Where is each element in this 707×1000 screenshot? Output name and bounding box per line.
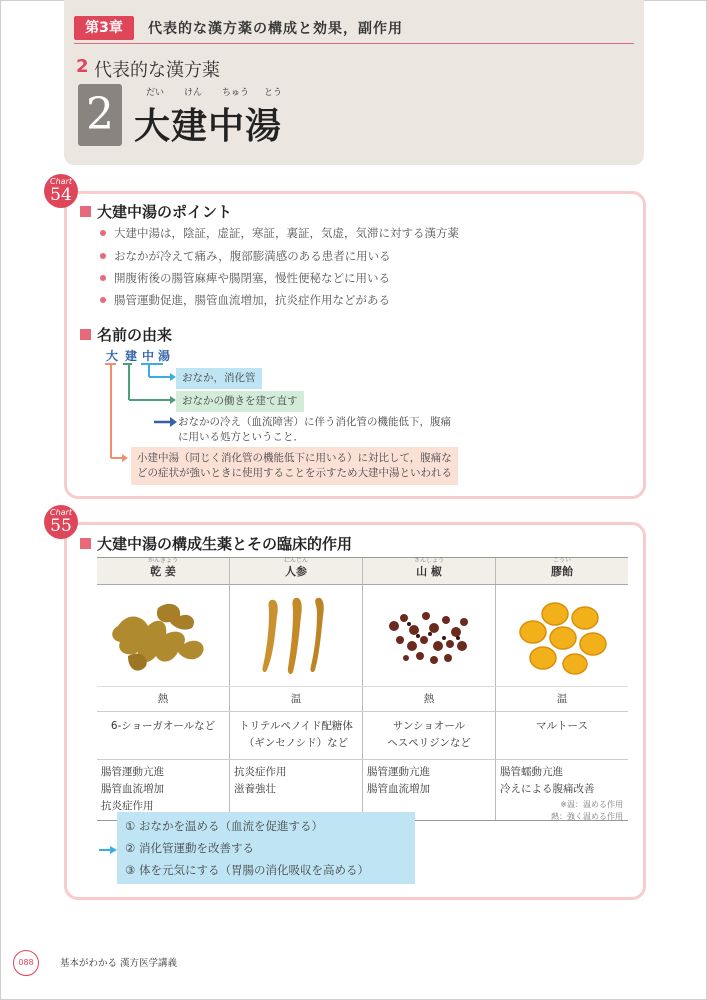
origin-label-naka: おなか，消化管 (176, 368, 262, 389)
herbs-image-row (97, 585, 628, 687)
component-line: マルトース (536, 720, 588, 732)
point-text: 腸管運動促進，腸管血流増加，抗炎症作用などがある (114, 293, 390, 307)
dot-bullet-icon (100, 230, 106, 236)
ginger-root-image (98, 586, 228, 682)
point-text: 開腹術後の腸管麻痺や腸閉塞，慢性便秘などに用いる (114, 271, 390, 285)
herb-header (230, 558, 363, 585)
point-text: おなかが冷えて痛み，腹部膨満感のある患者に用いる (114, 249, 391, 263)
badge-number: 55 (50, 516, 72, 536)
component-line: サンショオール (392, 720, 466, 732)
square-bullet-icon (80, 538, 91, 549)
dot-bullet-icon (100, 297, 106, 303)
herb-property: 熱 (97, 687, 230, 712)
effect-line: 腸管蠕動亢進 (500, 766, 563, 778)
origin-label-dai (174, 412, 455, 448)
herb-name: 人参 (285, 565, 307, 578)
point-item (100, 270, 390, 286)
origin-label-dai-line: に用いる処方ということ． (178, 431, 304, 443)
herbs-heading (80, 533, 352, 554)
component-line: トリテルペノイド配糖体 (239, 720, 353, 732)
herb-name: 膠飴 (551, 565, 573, 578)
origin-heading-text: 名前の由来 (97, 326, 173, 344)
chapter-title: 代表的な漢方薬の構成と効果，副作用 (148, 21, 403, 37)
herb-image-cell (230, 585, 363, 687)
herbs-property-row (97, 687, 628, 712)
badge-label: Chart (50, 508, 72, 517)
herb-component (97, 712, 230, 760)
badge-number: 54 (50, 185, 72, 205)
herb-component (496, 712, 629, 760)
summary-box (117, 812, 415, 884)
origin-label-ken: おなかの働きを建て直す (176, 391, 304, 412)
origin-label-sho-line: 小建中湯（同じく消化管の機能低下に用いる）に対比して，腹痛な (137, 452, 452, 464)
koi-candy-image (497, 586, 627, 682)
kanji-chu: 中 (142, 349, 155, 363)
point-item (100, 248, 391, 264)
points-heading-text: 大建中湯のポイント (97, 203, 233, 221)
herb-image-cell (363, 585, 496, 687)
effect-line: 腸管血流増加 (101, 783, 164, 795)
page-title: 大建中湯 (134, 106, 283, 147)
herb-property: 熱 (363, 687, 496, 712)
herb-image-cell (496, 585, 629, 687)
herb-header (97, 558, 230, 585)
points-heading (80, 201, 232, 222)
summary-arrow-icon (98, 845, 118, 855)
herb-image-cell (97, 585, 230, 687)
component-line: ヘスペリジンなど (387, 737, 471, 749)
ginseng-root-image (231, 586, 361, 682)
summary-item: ② 消化管運動を改善する (125, 841, 254, 855)
herb-ruby: こうい (552, 557, 571, 564)
dot-bullet-icon (100, 275, 106, 281)
chapter-header (64, 0, 644, 165)
square-bullet-icon (80, 329, 91, 340)
square-bullet-icon (80, 206, 91, 217)
herb-component (363, 712, 496, 760)
herbs-component-row (97, 712, 628, 760)
effect-line: 滋養強壮 (234, 783, 276, 795)
summary-item: ① おなかを温める（血流を促進する） (125, 819, 323, 833)
property-note: 熱：強く温める作用 (551, 812, 623, 821)
kanji-to: 湯 (158, 349, 171, 363)
herb-name: 乾 姜 (150, 565, 176, 578)
herb-component (230, 712, 363, 760)
summary-item: ③ 体を元気にする（胃腸の消化吸収を高める） (125, 863, 369, 877)
chart55-badge (44, 505, 78, 539)
kanji-ken: 建 (125, 349, 138, 363)
sansho-pepper-image (364, 586, 494, 682)
effect-line: 冷えによる腹痛改善 (500, 783, 595, 795)
ruby-dai: だい (146, 88, 165, 98)
origin-heading (80, 324, 172, 345)
origin-label-dai-line: おなかの冷え（血流障害）に伴う消化管の機能低下，腹痛 (178, 416, 451, 428)
point-item (100, 292, 390, 308)
chapter-divider (74, 43, 634, 44)
section-title: 代表的な漢方薬 (94, 60, 220, 81)
origin-label-sho-line: どの症状が強いときに使用することを示すため大建中湯といわれる (137, 467, 452, 479)
herb-property: 温 (496, 687, 629, 712)
effect-line: 腸管運動亢進 (101, 766, 164, 778)
chart54-badge (44, 174, 78, 208)
ruby-to: とう (264, 88, 283, 98)
effect-line: 抗炎症作用 (101, 800, 154, 812)
effect-line: 腸管血流増加 (367, 783, 430, 795)
book-title: 基本がわかる 漢方医学講義 (60, 958, 178, 969)
kanji-dai: 大 (106, 349, 119, 363)
point-item (100, 225, 459, 241)
herb-name: 山 椒 (416, 565, 442, 578)
herb-header (496, 558, 629, 585)
effect-line: 腸管運動亢進 (367, 766, 430, 778)
effect-line: 抗炎症作用 (234, 766, 287, 778)
origin-label-shokenchuto (131, 447, 458, 485)
ruby-chu: ちゅう (222, 88, 250, 98)
component-line: 6-ショーガオールなど (110, 720, 216, 732)
formula-number: 2 (78, 84, 122, 146)
chapter-tag: 第3章 (74, 16, 134, 40)
component-line: （ギンセノシド）など (243, 737, 349, 749)
ruby-ken: けん (184, 88, 203, 98)
section-number: 2 (76, 56, 89, 77)
herb-ruby: さんしょう (413, 557, 444, 564)
herbs-table (97, 557, 628, 821)
dot-bullet-icon (100, 253, 106, 259)
point-text: 大建中湯は，陰証，虚証，寒証，裏証，気虚，気滞に対する漢方薬 (114, 226, 459, 240)
badge-label: Chart (50, 177, 72, 186)
herb-ruby: にんじん (283, 557, 308, 564)
herb-header (363, 558, 496, 585)
herb-ruby: かんきょう (147, 557, 178, 564)
property-note: ※温：温める作用 (560, 800, 623, 809)
herb-property: 温 (230, 687, 363, 712)
herbs-header-row (97, 558, 628, 585)
herbs-heading-text: 大建中湯の構成生薬とその臨床的作用 (97, 535, 353, 553)
page-number: 088 (13, 950, 39, 976)
